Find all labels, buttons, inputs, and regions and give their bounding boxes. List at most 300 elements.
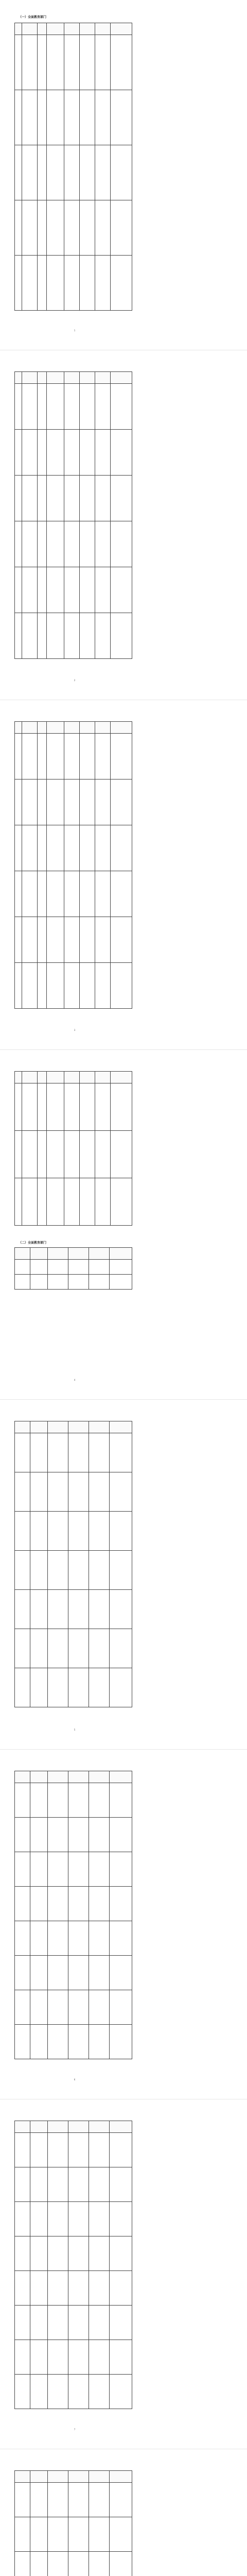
table-cell — [30, 1956, 48, 1990]
table-cell — [111, 384, 132, 430]
table-cell — [110, 1551, 132, 1590]
table-cell — [89, 1818, 110, 1852]
table-cell — [30, 1433, 48, 1472]
table-cell — [89, 2167, 110, 2202]
table-cell — [47, 871, 64, 917]
table-row — [15, 1275, 132, 1290]
table-cell — [22, 734, 38, 779]
table-cell — [95, 613, 111, 659]
table-row — [15, 1551, 132, 1590]
table-cell — [38, 430, 47, 476]
table-cell — [47, 963, 64, 1009]
table-cell — [64, 1178, 80, 1226]
table-cell — [64, 779, 80, 825]
table-cell — [30, 2202, 48, 2236]
page-number: 5 — [74, 1728, 76, 1731]
table-cell — [110, 2340, 132, 2375]
table-cell — [30, 1668, 48, 1707]
table-cell — [89, 1472, 110, 1512]
table-row — [15, 430, 132, 476]
table-cell — [47, 145, 64, 200]
table-cell — [110, 2552, 132, 2576]
table-row — [15, 2167, 132, 2202]
table-cell — [15, 2306, 30, 2340]
table-cell — [95, 35, 111, 90]
table-cell — [22, 825, 38, 871]
table-cell — [89, 1956, 110, 1990]
table-row — [15, 1783, 132, 1818]
table-header-row — [15, 1771, 132, 1783]
table-cell — [89, 1590, 110, 1629]
table-cell — [48, 1818, 68, 1852]
table-header-cell — [22, 372, 38, 384]
table-cell — [80, 35, 95, 90]
page-separator — [0, 1049, 247, 1050]
table-cell — [22, 1131, 38, 1178]
table-cell — [30, 2340, 48, 2375]
table-cell — [15, 1551, 30, 1590]
table-row — [15, 145, 132, 200]
table-row — [15, 1590, 132, 1629]
table-cell — [111, 567, 132, 613]
section-heading: （一）全面教育部门 — [19, 15, 47, 19]
table-cell — [64, 613, 80, 659]
table-cell — [15, 734, 22, 779]
table-cell — [89, 1512, 110, 1551]
table-cell — [89, 1887, 110, 1921]
table-cell — [64, 145, 80, 200]
document-table — [14, 23, 132, 311]
table-cell — [15, 256, 22, 311]
table-cell — [15, 2552, 30, 2576]
table-cell — [110, 2133, 132, 2167]
table-header-cell — [64, 1072, 80, 1083]
table-cell — [64, 1131, 80, 1178]
table-header-cell — [22, 23, 38, 35]
table-cell — [15, 1472, 30, 1512]
table-cell — [47, 35, 64, 90]
table-cell — [38, 256, 47, 311]
page-separator — [0, 1749, 247, 1750]
table-cell — [111, 145, 132, 200]
table-cell — [48, 1472, 68, 1512]
table-row — [15, 2202, 132, 2236]
table-cell — [22, 779, 38, 825]
table-cell — [22, 256, 38, 311]
table-cell — [48, 2202, 68, 2236]
table-header-cell — [30, 2471, 48, 2483]
table-cell — [47, 430, 64, 476]
table-cell — [89, 1551, 110, 1590]
table-cell — [38, 1131, 47, 1178]
table-cell — [15, 613, 22, 659]
table-cell — [95, 521, 111, 567]
table-header-row — [15, 2471, 132, 2483]
table-cell — [110, 2167, 132, 2202]
table-cell — [15, 871, 22, 917]
table-cell — [64, 35, 80, 90]
table-cell — [38, 90, 47, 145]
table-cell — [15, 2202, 30, 2236]
table-cell — [89, 2236, 110, 2271]
table-row — [15, 871, 132, 917]
table-cell — [64, 825, 80, 871]
table-cell — [89, 1433, 110, 1472]
table-header-cell — [15, 1072, 22, 1083]
table-row — [15, 567, 132, 613]
table-cell — [80, 430, 95, 476]
table-cell — [64, 917, 80, 963]
table-cell — [47, 476, 64, 521]
table-header-cell — [89, 1421, 110, 1433]
table-cell — [15, 1668, 30, 1707]
table-cell — [48, 1275, 68, 1290]
table-row — [15, 2236, 132, 2271]
table-cell — [48, 2133, 68, 2167]
table-cell — [47, 734, 64, 779]
table-cell — [64, 430, 80, 476]
table-cell — [64, 871, 80, 917]
table-header-cell — [38, 1072, 47, 1083]
table-cell — [38, 917, 47, 963]
table-header-cell — [15, 1771, 30, 1783]
table-header-row — [15, 722, 132, 734]
table-cell — [15, 567, 22, 613]
table-header-cell — [64, 722, 80, 734]
table-cell — [68, 1472, 89, 1512]
table-cell — [48, 1921, 68, 1956]
document-page — [0, 700, 247, 1049]
table-header-cell — [68, 1421, 89, 1433]
table-cell — [68, 1260, 89, 1275]
table-header-cell — [80, 1072, 95, 1083]
table-cell — [68, 2167, 89, 2202]
table-cell — [110, 1512, 132, 1551]
table-header-cell — [68, 1248, 89, 1260]
table-cell — [22, 1083, 38, 1131]
table-row — [15, 825, 132, 871]
table-header-cell — [22, 722, 38, 734]
table-cell — [30, 2236, 48, 2271]
table-cell — [48, 1629, 68, 1668]
table-cell — [95, 256, 111, 311]
table-cell — [95, 567, 111, 613]
document-page — [0, 1399, 247, 1749]
table-row — [15, 1178, 132, 1226]
table-cell — [110, 2306, 132, 2340]
document-table — [14, 1247, 132, 1290]
table-cell — [110, 1990, 132, 2025]
table-cell — [15, 1275, 30, 1290]
table-cell — [110, 1433, 132, 1472]
table-cell — [15, 2483, 30, 2517]
table-cell — [68, 2517, 89, 2552]
table-row — [15, 1887, 132, 1921]
table-cell — [68, 1818, 89, 1852]
table-header-cell — [95, 23, 111, 35]
document-page — [0, 2099, 247, 2449]
table-cell — [80, 613, 95, 659]
table-cell — [68, 2306, 89, 2340]
table-header-cell — [30, 2121, 48, 2133]
table-cell — [30, 1629, 48, 1668]
document-table — [14, 2470, 132, 2576]
table-cell — [15, 963, 22, 1009]
table-header-cell — [95, 1072, 111, 1083]
document-table — [14, 371, 132, 659]
table-cell — [68, 2025, 89, 2059]
table-cell — [22, 567, 38, 613]
table-cell — [48, 2306, 68, 2340]
table-cell — [64, 256, 80, 311]
table-header-cell — [110, 1771, 132, 1783]
table-row — [15, 1629, 132, 1668]
table-header-row — [15, 372, 132, 384]
table-cell — [89, 2483, 110, 2517]
table-cell — [47, 384, 64, 430]
table-row — [15, 1921, 132, 1956]
table-cell — [68, 1433, 89, 1472]
table-cell — [15, 35, 22, 90]
table-cell — [95, 825, 111, 871]
table-cell — [110, 1956, 132, 1990]
table-cell — [30, 2306, 48, 2340]
table-cell — [89, 1921, 110, 1956]
table-cell — [15, 1629, 30, 1668]
table-header-cell — [30, 1248, 48, 1260]
table-header-cell — [38, 722, 47, 734]
table-cell — [68, 1629, 89, 1668]
table-cell — [110, 1260, 132, 1275]
table-header-cell — [80, 372, 95, 384]
table-header-cell — [22, 1072, 38, 1083]
page-number: 1 — [74, 329, 76, 332]
table-header-cell — [110, 2471, 132, 2483]
table-cell — [48, 2025, 68, 2059]
table-row — [15, 35, 132, 90]
table-cell — [110, 2483, 132, 2517]
table-cell — [47, 917, 64, 963]
table-cell — [15, 1818, 30, 1852]
table-cell — [48, 2552, 68, 2576]
table-cell — [111, 734, 132, 779]
table-cell — [89, 1275, 110, 1290]
table-cell — [89, 2552, 110, 2576]
table-row — [15, 2483, 132, 2517]
table-cell — [89, 2375, 110, 2409]
table-cell — [89, 2133, 110, 2167]
table-header-cell — [48, 2121, 68, 2133]
table-cell — [89, 2340, 110, 2375]
table-cell — [68, 1783, 89, 1818]
table-cell — [15, 1131, 22, 1178]
table-header-cell — [80, 23, 95, 35]
table-cell — [48, 1852, 68, 1887]
table-row — [15, 200, 132, 256]
table-cell — [30, 2133, 48, 2167]
table-cell — [30, 1990, 48, 2025]
table-cell — [48, 2340, 68, 2375]
table-cell — [47, 1178, 64, 1226]
table-header-row — [15, 1421, 132, 1433]
document-page — [0, 2449, 247, 2576]
table-header-cell — [15, 2121, 30, 2133]
table-cell — [38, 567, 47, 613]
table-cell — [38, 476, 47, 521]
table-cell — [15, 779, 22, 825]
document-table — [14, 721, 132, 1009]
table-cell — [38, 825, 47, 871]
table-row — [15, 1131, 132, 1178]
table-header-cell — [89, 1771, 110, 1783]
table-header-row — [15, 1248, 132, 1260]
table-row — [15, 1956, 132, 1990]
table-cell — [110, 1783, 132, 1818]
table-header-cell — [15, 23, 22, 35]
table-cell — [15, 145, 22, 200]
table-header-cell — [38, 23, 47, 35]
table-header-cell — [48, 2471, 68, 2483]
table-cell — [48, 1956, 68, 1990]
table-cell — [89, 1260, 110, 1275]
table-cell — [15, 90, 22, 145]
page-number: 7 — [74, 2428, 76, 2431]
table-cell — [48, 1783, 68, 1818]
table-cell — [22, 35, 38, 90]
table-header-cell — [30, 1421, 48, 1433]
table-cell — [38, 145, 47, 200]
table-cell — [111, 430, 132, 476]
table-cell — [48, 1990, 68, 2025]
table-cell — [68, 2483, 89, 2517]
table-cell — [22, 200, 38, 256]
table-cell — [80, 1178, 95, 1226]
table-cell — [30, 1275, 48, 1290]
table-header-cell — [80, 722, 95, 734]
table-row — [15, 917, 132, 963]
table-header-cell — [30, 1771, 48, 1783]
table-cell — [38, 871, 47, 917]
table-cell — [95, 871, 111, 917]
table-cell — [47, 256, 64, 311]
table-header-cell — [95, 722, 111, 734]
table-row — [15, 476, 132, 521]
table-cell — [110, 2517, 132, 2552]
table-cell — [15, 1433, 30, 1472]
table-cell — [89, 1783, 110, 1818]
table-header-cell — [15, 1421, 30, 1433]
table-header-cell — [48, 1771, 68, 1783]
table-header-row — [15, 1072, 132, 1083]
table-cell — [15, 1512, 30, 1551]
table-cell — [15, 1990, 30, 2025]
table-header-cell — [15, 722, 22, 734]
document-page — [0, 350, 247, 700]
table-cell — [48, 1433, 68, 1472]
table-cell — [15, 1852, 30, 1887]
table-cell — [111, 871, 132, 917]
table-cell — [30, 1472, 48, 1512]
table-cell — [111, 779, 132, 825]
table-row — [15, 2517, 132, 2552]
table-header-cell — [47, 722, 64, 734]
table-header-cell — [111, 1072, 132, 1083]
table-cell — [15, 2517, 30, 2552]
table-cell — [80, 917, 95, 963]
table-cell — [48, 1551, 68, 1590]
table-cell — [38, 779, 47, 825]
table-cell — [38, 35, 47, 90]
table-cell — [30, 2167, 48, 2202]
page-separator — [0, 1399, 247, 1400]
table-cell — [47, 613, 64, 659]
table-cell — [68, 2236, 89, 2271]
table-cell — [89, 2271, 110, 2306]
table-cell — [38, 1083, 47, 1131]
table-cell — [30, 2552, 48, 2576]
table-row — [15, 1512, 132, 1551]
table-cell — [111, 521, 132, 567]
table-header-row — [15, 2121, 132, 2133]
table-row — [15, 1668, 132, 1707]
table-cell — [68, 1590, 89, 1629]
table-cell — [64, 567, 80, 613]
table-row — [15, 1472, 132, 1512]
table-cell — [111, 1131, 132, 1178]
table-cell — [48, 2236, 68, 2271]
table-cell — [89, 1990, 110, 2025]
table-row — [15, 1990, 132, 2025]
table-cell — [48, 2517, 68, 2552]
table-cell — [22, 613, 38, 659]
table-cell — [110, 1472, 132, 1512]
table-row — [15, 1433, 132, 1472]
table-cell — [95, 734, 111, 779]
table-cell — [110, 1668, 132, 1707]
table-header-cell — [15, 372, 22, 384]
table-cell — [30, 1512, 48, 1551]
table-row — [15, 734, 132, 779]
table-cell — [68, 1956, 89, 1990]
table-cell — [64, 1083, 80, 1131]
table-header-cell — [68, 1771, 89, 1783]
document-page — [0, 1049, 247, 1399]
table-cell — [95, 963, 111, 1009]
table-cell — [110, 1590, 132, 1629]
table-cell — [15, 200, 22, 256]
table-cell — [47, 825, 64, 871]
table-cell — [68, 1852, 89, 1887]
table-cell — [30, 1852, 48, 1887]
table-cell — [68, 2202, 89, 2236]
table-cell — [47, 1083, 64, 1131]
table-cell — [30, 2025, 48, 2059]
table-cell — [80, 963, 95, 1009]
table-cell — [38, 963, 47, 1009]
table-cell — [80, 256, 95, 311]
table-header-cell — [89, 2121, 110, 2133]
table-cell — [15, 2167, 30, 2202]
table-cell — [15, 476, 22, 521]
table-cell — [68, 1551, 89, 1590]
table-cell — [15, 1921, 30, 1956]
table-header-cell — [110, 2121, 132, 2133]
table-cell — [68, 2271, 89, 2306]
table-cell — [15, 1783, 30, 1818]
table-cell — [110, 2375, 132, 2409]
table-header-cell — [111, 722, 132, 734]
table-cell — [110, 1629, 132, 1668]
